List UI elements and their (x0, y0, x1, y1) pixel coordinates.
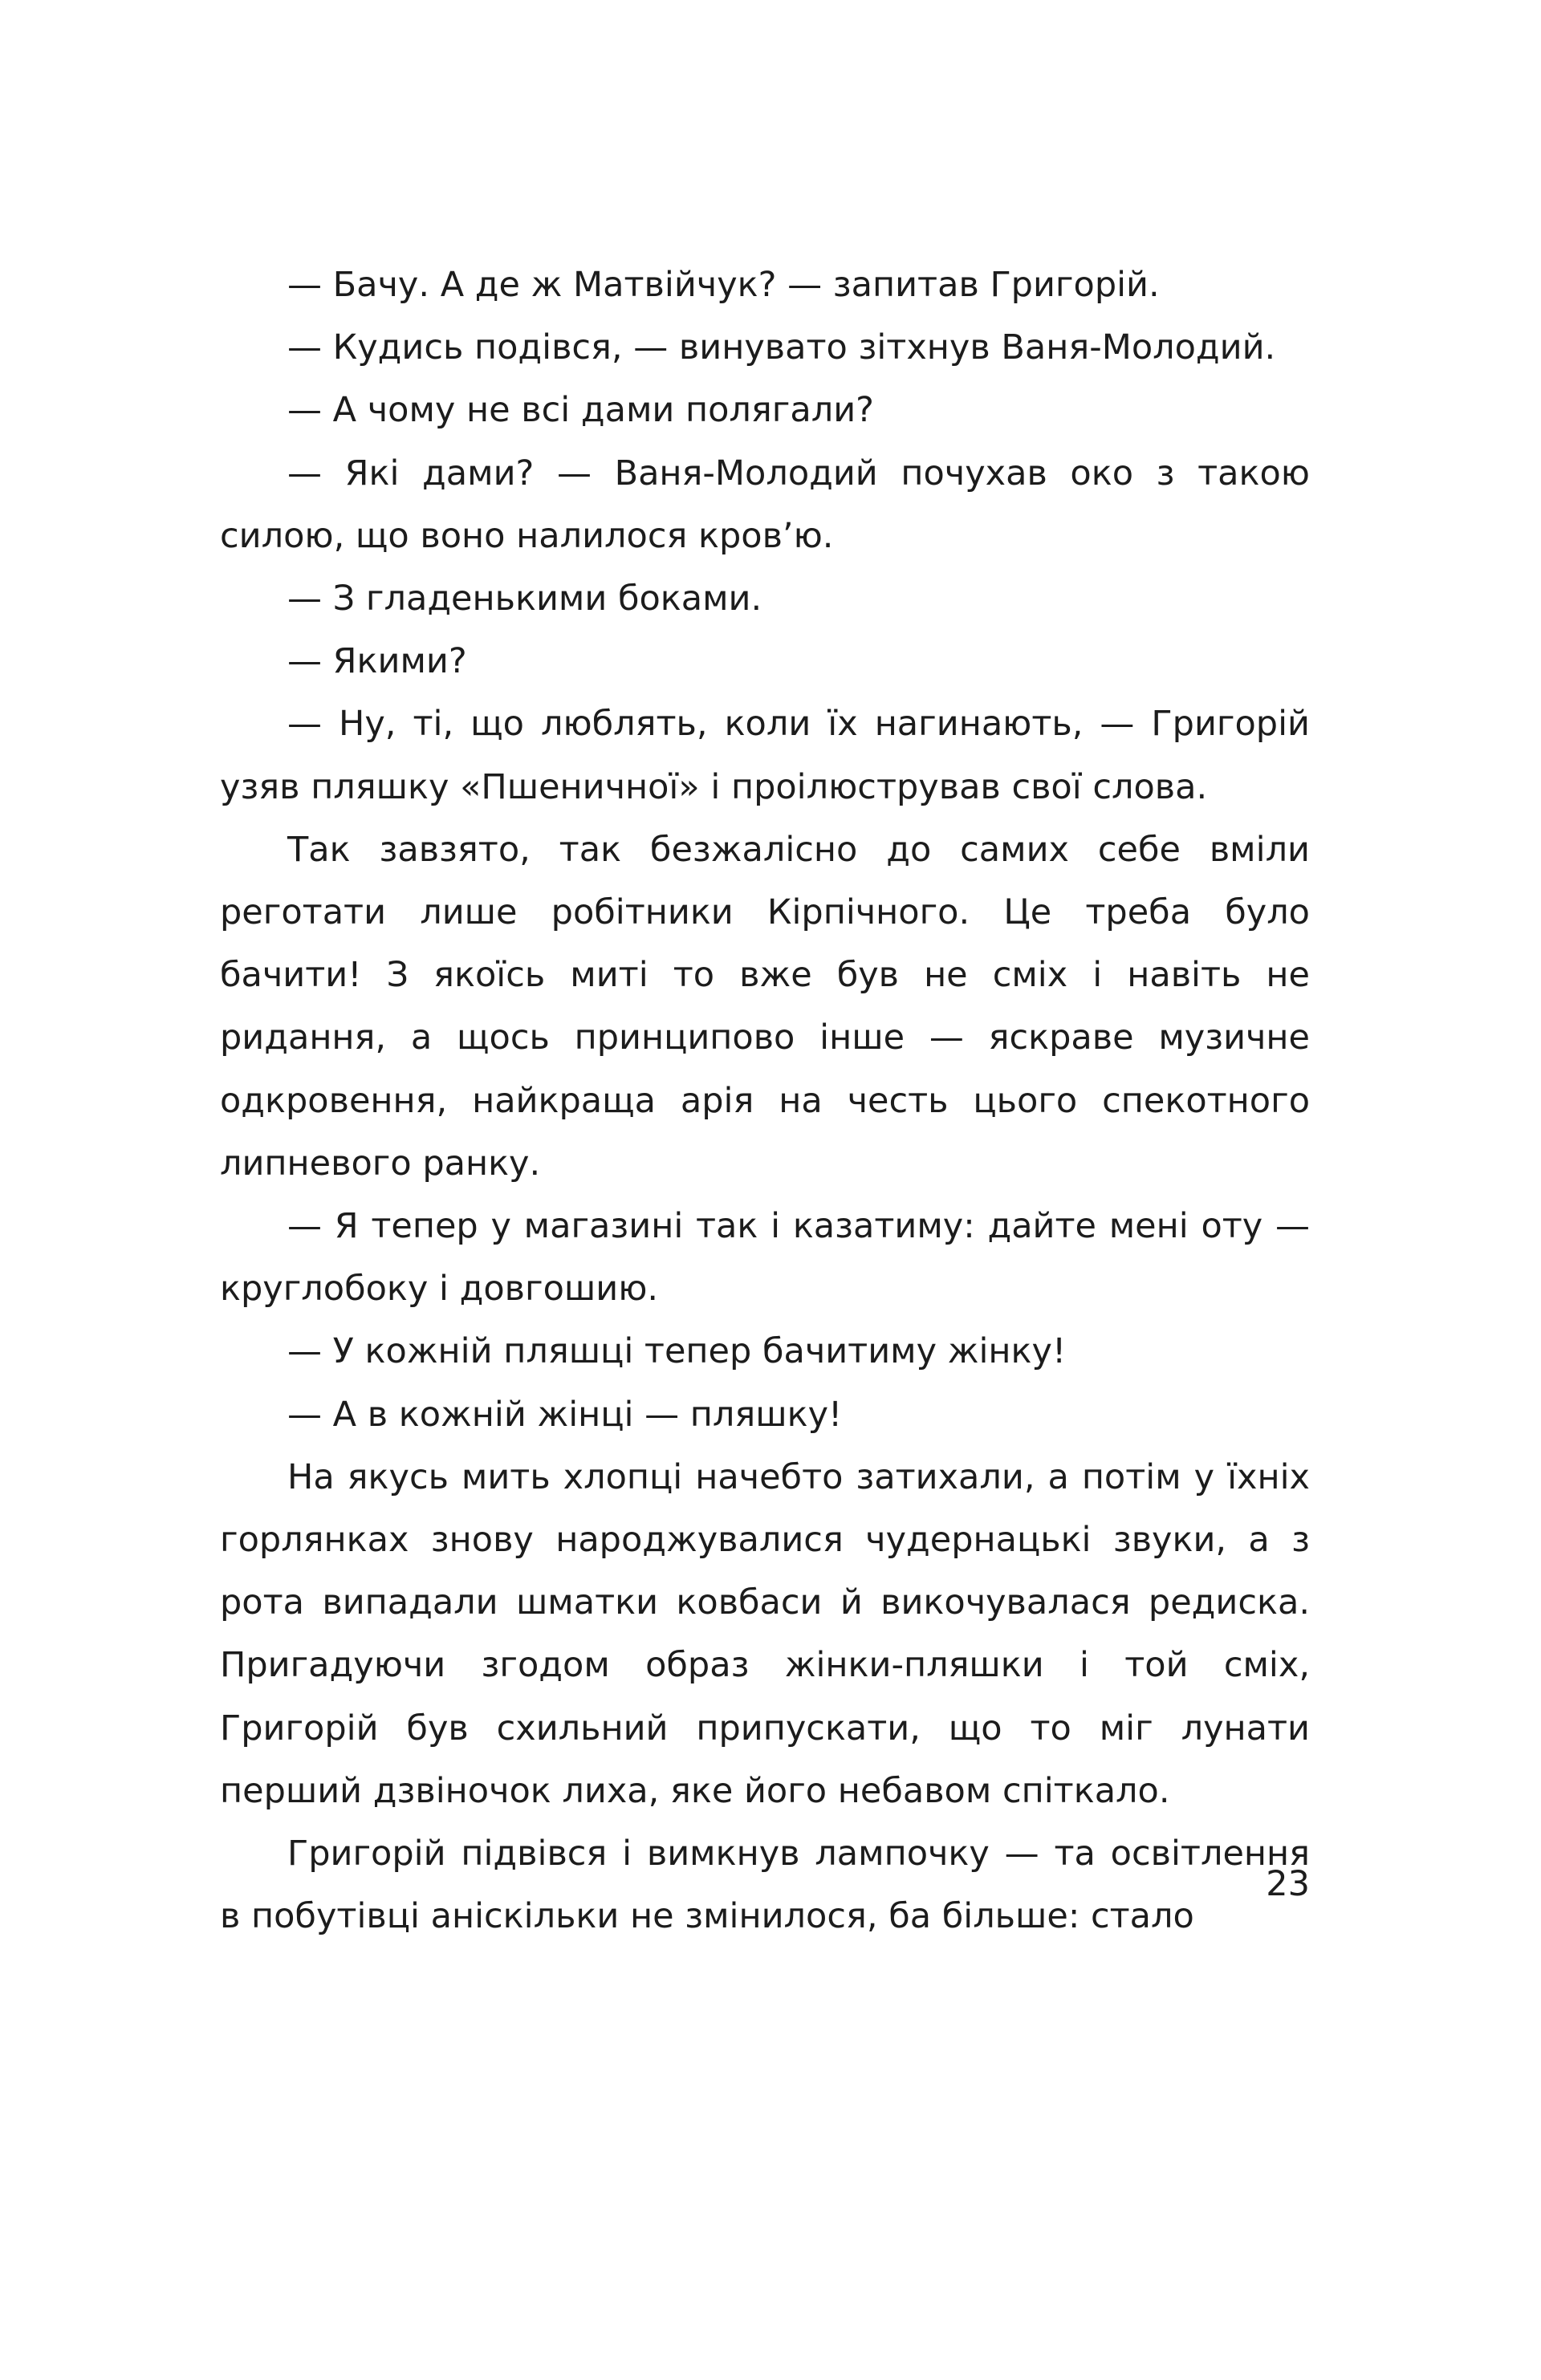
paragraph: — Кудись подівся, — винувато зітхнув Ваня-Молодий. (287, 327, 1276, 368)
paragraph: На якусь мить хлопці начебто затихали, а потім у їхніх горлянках знову народжувалися чудернацькі звуки, а з рота випадали шматки ковбаси й викочувалася редиска. Пригадуючи згодом образ жінки-пляшки і той сміх, Григорій був схильний припускати, що то міг лунати перший дзвіночок лиха, яке його небавом спіткало. (220, 1456, 1310, 1811)
paragraph: — А в кожній жінці — пляшку! (287, 1394, 843, 1435)
paragraph: — Бачу. А де ж Матвійчук? — запитав Григорій. (287, 265, 1160, 305)
paragraph: — А чому не всі дами полягали? (287, 390, 874, 431)
paragraph: — Які дами? — Ваня-Молодий почухав око з такою силою, що воно налилося кров’ю. (220, 453, 1310, 556)
paragraph: — Якими? (287, 641, 467, 682)
paragraph: — З гладенькими боками. (287, 579, 762, 619)
paragraph: — У кожній пляшці тепер бачитиму жінку! (287, 1331, 1067, 1372)
paragraph: Так завзято, так безжалісно до самих себе вміли реготати лише робітники Кірпічного. Це треба було бачити! З якоїсь миті то вже був не сміх і навіть не ридання, а щось принципово інше — яскраве музичне одкровення, найкраща арія на честь цього спекотного липневого ранку. (220, 829, 1310, 1184)
paragraph: — Я тепер у магазині так і казатиму: дайте мені оту — круглобоку і довгошию. (220, 1206, 1310, 1310)
body-text (220, 254, 1310, 1947)
page-number: 23 (1266, 1864, 1310, 1904)
paragraph: — Ну, ті, що люблять, коли їх нагинають, — Григорій узяв пляшку «Пшеничної» і проілюстрував свої слова. (220, 704, 1310, 807)
paragraph: Григорій підвівся і вимкнув лампочку — та освітлення в побутівці аніскільки не змінилося, ба більше: стало (220, 1834, 1310, 1937)
